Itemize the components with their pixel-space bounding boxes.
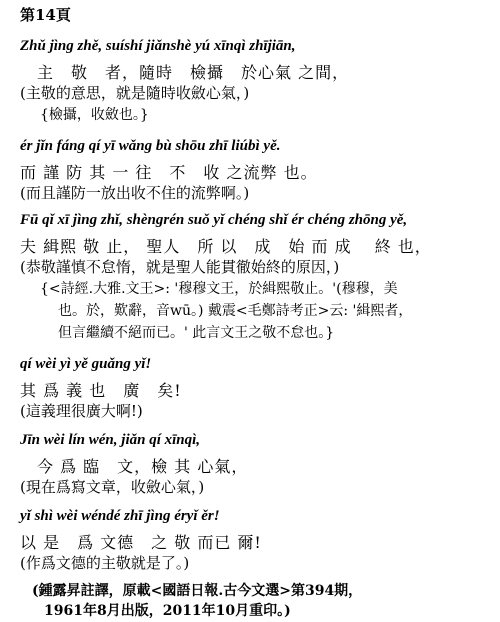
annotation-line: {檢攝，收斂也。}: [40, 107, 149, 123]
pinyin-line: ér jǐn fáng qí yī wǎng bù shōu zhī liúbì yě.: [20, 138, 281, 154]
translation-line: (恭敬謹慎不怠惰，就是聖人能貫徹始終的原因，): [20, 258, 340, 276]
chinese-line: 今 爲 臨 文，檢 其 心氣，: [20, 457, 249, 476]
pinyin-line: Fū qǐ xī jìng zhǐ, shèngrén suǒ yǐ chéng shǐ ér chéng zhōng yě,: [20, 212, 408, 228]
annotation-line: 但言繼續不絕而已。' 此言文王之敬不怠也。}: [58, 325, 335, 341]
citation-line: (鍾露昇註譯，原載<國語日報.古今文選>第394期，: [32, 583, 363, 599]
translation-line: (作爲文德的主敬就是了。): [20, 554, 190, 572]
translation-line: (而且謹防一放出收不住的流弊啊。): [20, 184, 250, 202]
pinyin-line: Zhǔ jìng zhě, suíshí jiǎnshè yú xīnqì zhījiān,: [20, 38, 296, 54]
page-number: 第14頁: [20, 6, 71, 24]
chinese-line: 夫 緝熙 敬 止， 聖人 所 以 成 始 而 成 終 也，: [20, 237, 432, 256]
translation-line: (主敬的意思，就是隨時收斂心氣，): [20, 84, 250, 102]
pinyin-line: Jīn wèi lín wén, jiǎn qí xīnqì,: [20, 432, 201, 448]
annotation-line: 也。於，歎辭，音wū。) 戴震<毛鄭詩考正>云: '緝熙者，: [58, 303, 413, 319]
translation-line: (現在爲寫文章，收斂心氣，): [20, 478, 205, 496]
chinese-line: 其 爲 義 也 廣 矣!: [20, 381, 182, 400]
citation-line: 1961年8月出版，2011年10月重印。): [44, 603, 291, 619]
pinyin-line: qí wèi yì yě guǎng yǐ!: [20, 356, 152, 372]
chinese-line: 以 是 爲 文德 之 敬 而已 爾!: [20, 533, 262, 552]
chinese-line: 主 敬 者，隨時 檢攝 於心氣 之間，: [20, 63, 350, 82]
annotation-line: {<詩經.大雅.文王>: '穆穆文王，於緝熙敬止。'(穆穆，美: [40, 281, 398, 297]
chinese-line: 而 謹 防 其 一 往 不 收 之流弊 也。: [20, 163, 318, 182]
translation-line: (這義理很廣大啊!): [20, 402, 143, 420]
pinyin-line: yǐ shì wèi wéndé zhī jìng éryǐ ěr!: [20, 508, 220, 524]
